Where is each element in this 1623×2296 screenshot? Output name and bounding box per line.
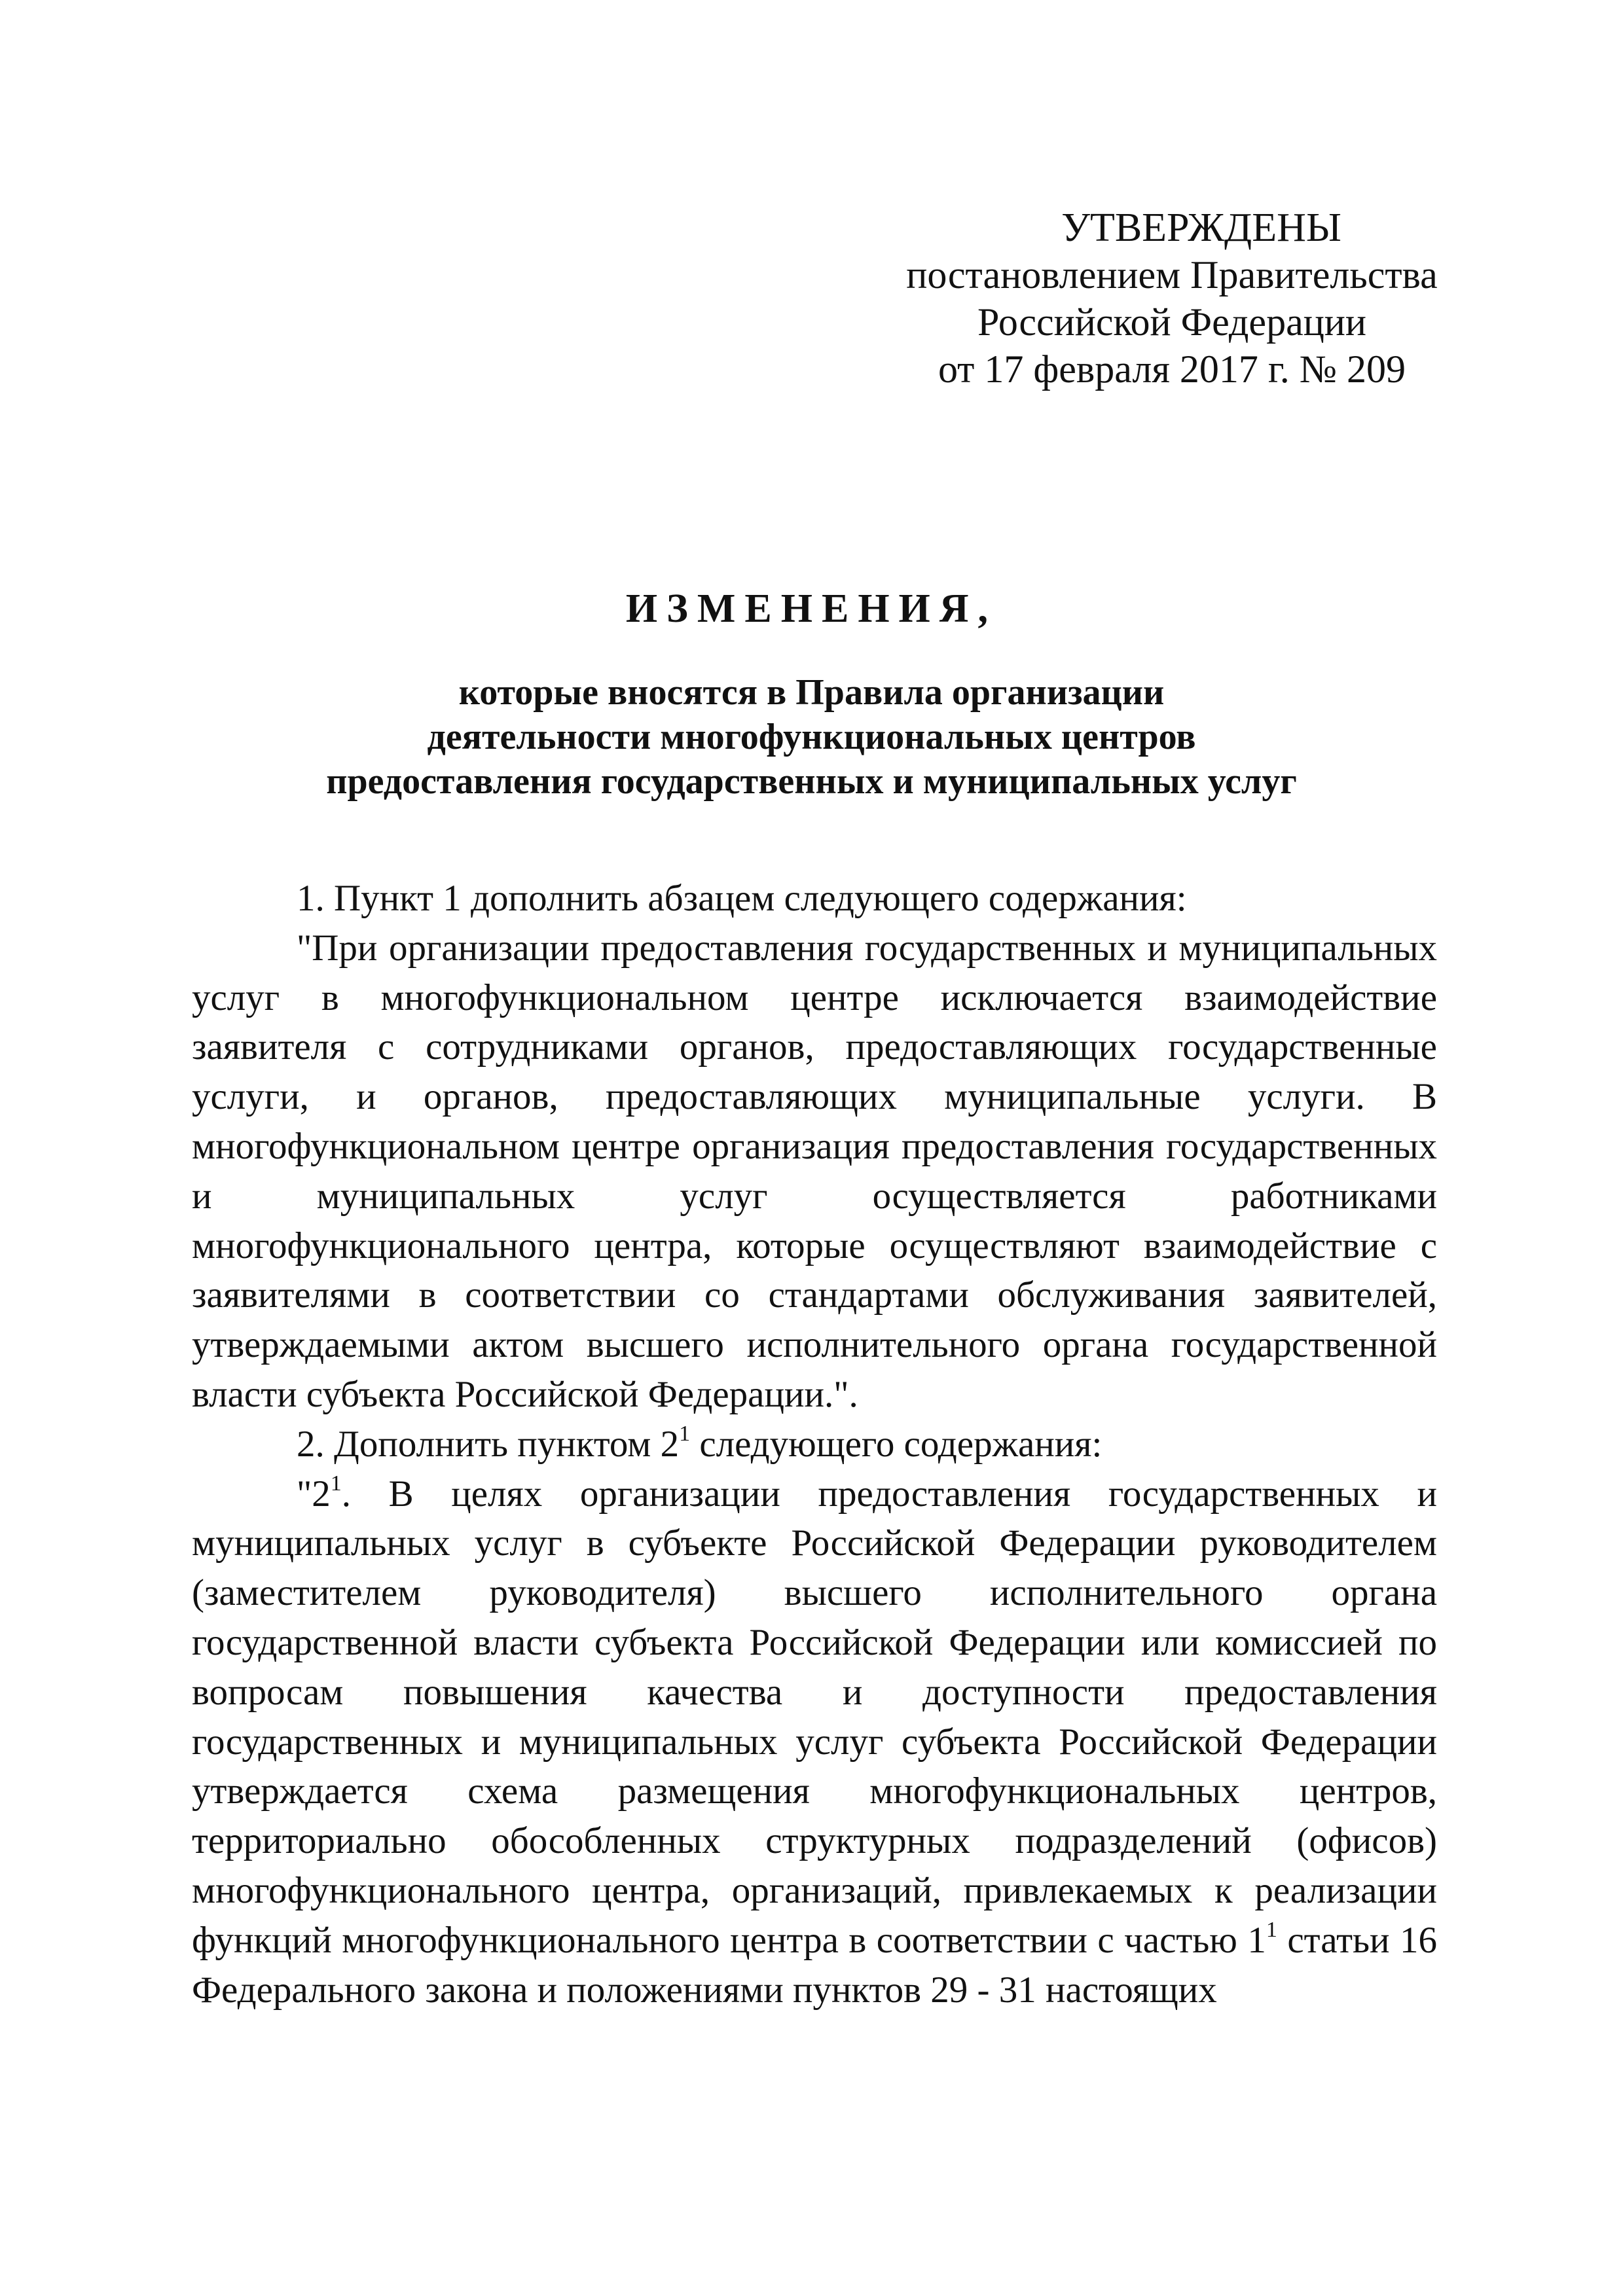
- paragraph-3: [192, 1420, 1437, 1469]
- paragraph-1: 1. Пункт 1 дополнить абзацем следующего содержания:: [297, 878, 1187, 919]
- document-title: [0, 583, 1623, 804]
- title-main: ИЗМЕНЕНИЯ,: [625, 586, 998, 631]
- paragraph-4-text-end: статьи 16 Федерального закона и положениями пунктов 29 - 31 настоящих: [192, 1919, 1437, 2011]
- approval-heading: УТВЕРЖДЕНЫ: [1061, 206, 1341, 250]
- title-subtitle-line-1: которые вносятся в Правила организации: [458, 672, 1165, 713]
- paragraph-4: [192, 1469, 1437, 2015]
- title-subtitle-line-2: деятельности многофункциональных центров: [427, 717, 1196, 757]
- paragraph-2: "При организации предоставления государственных и муниципальных услуг в многофункциональном центре исключается взаимодействие заявителя с сотрудниками органов, предоставляющих государственные услуги, и органов, предоставляющих муниципальные услуги. В многофункциональном центре организация предоставления государственных и муниципальных услуг осуществляется работниками многофункционального центра, которые осуществляют взаимодействие с заявителями в соответствии со стандартами обслуживания заявителей, утверждаемыми актом высшего исполнительного органа государственной власти субъекта Российской Федерации.".: [192, 927, 1437, 1415]
- paragraph-4-text-start: "2: [297, 1473, 331, 1515]
- paragraph-3-text-end: следующего содержания:: [690, 1423, 1103, 1465]
- approval-line-3: от 17 февраля 2017 г. № 209: [938, 348, 1406, 391]
- title-subtitle-line-3: предоставления государственных и муниципальных услуг: [326, 761, 1297, 802]
- approval-line-2: Российской Федерации: [977, 300, 1367, 344]
- superscript: 1: [679, 1421, 691, 1446]
- paragraph-3-text: 2. Дополнить пунктом 2: [297, 1423, 680, 1465]
- paragraph-4-text: . В целях организации предоставления государственных и муниципальных услуг в субъекте Российской Федерации руководителем (заместителем руководителя) высшего исполнительного органа государственной власти субъекта Российской Федерации или комиссией по вопросам повышения качества и доступности предоставления государственных и муниципальных услуг субъекта Российской Федерации утверждается схема размещения многофункциональных центров, территориально обособленных структурных подразделений (офисов) многофункционального центра, организаций, привлекаемых к реализации функций многофункционального центра в соответствии с частью 1: [192, 1473, 1437, 1961]
- approval-line-1: постановлением Правительства: [906, 253, 1438, 296]
- document-body: [192, 874, 1437, 2015]
- approval-block: [877, 204, 1467, 393]
- superscript: 1: [330, 1471, 342, 1496]
- superscript: 1: [1266, 1917, 1277, 1942]
